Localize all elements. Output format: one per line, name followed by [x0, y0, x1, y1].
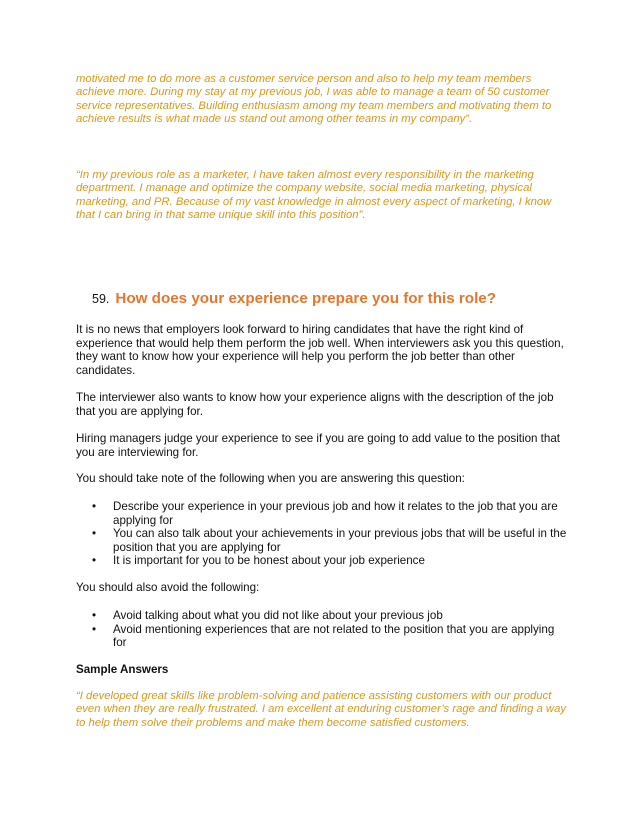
bullet-icon: •	[92, 500, 97, 513]
quote-customer-service: motivated me to do more as a customer service person and also to help my team members achieve more. During my stay at my previous job, I was able to manage a team of 50 customer service representatives. Building enthusiasm among my team members and motivating them to achieve results is what made us stand out among other teams in my company”.	[76, 73, 552, 126]
list-item: • Describe your experience in your previous job and how it relates to the job that you are applying for	[92, 500, 558, 527]
bullet-icon: •	[92, 527, 97, 541]
list-item: • It is important for you to be honest about your job experience	[92, 554, 425, 568]
quote-problem-solving: “I developed great skills like problem-solving and patience assisting customers with our product even when they are really frustrated. I am excellent at enduring customer’s rage and finding a way to help them solve their problems and make them become satisfied customers.	[76, 690, 567, 729]
paragraph-hiring-managers: Hiring managers judge your experience to see if you are going to add value to the position that you are interviewing for.	[76, 432, 561, 459]
bullet-icon: •	[92, 554, 97, 568]
list-item: • You can also talk about your achievements in your previous jobs that will be useful in the position that you are applying for	[92, 527, 567, 554]
paragraph-intro: It is no news that employers look forward to hiring candidates that have the right kind of experience that would help them perform the job well. When interviewers ask you this question, they want to know how your experience will help you perform the job better than other candidates.	[76, 323, 564, 377]
paragraph-alignment: The interviewer also wants to know how your experience aligns with the description of the job that you are applying for.	[76, 391, 554, 418]
question-number: 59.	[92, 292, 110, 306]
list-item: • Avoid talking about what you did not like about your previous job	[92, 609, 443, 622]
paragraph-take-note: You should take note of the following when you are answering this question:	[76, 472, 465, 485]
question-title: How does your experience prepare you for this role?	[115, 290, 497, 307]
bullet-icon: •	[92, 622, 97, 636]
take-note-list	[76, 500, 568, 568]
paragraph-avoid: You should also avoid the following:	[76, 581, 260, 594]
list-item: • Avoid mentioning experiences that are not related to the position that you are applying for	[92, 622, 555, 650]
question-heading	[92, 290, 572, 307]
sample-answers-heading: Sample Answers	[76, 663, 169, 676]
quote-marketer: “In my previous role as a marketer, I have taken almost every responsibility in the marketing department. I manage and optimize the company website, social media marketing, physical marketing, and PR. Because of my vast knowledge in almost every aspect of marketing, I know that I can bring in that same unique skill into this position”.	[76, 169, 552, 222]
avoid-list	[76, 609, 568, 650]
bullet-icon: •	[92, 609, 97, 622]
